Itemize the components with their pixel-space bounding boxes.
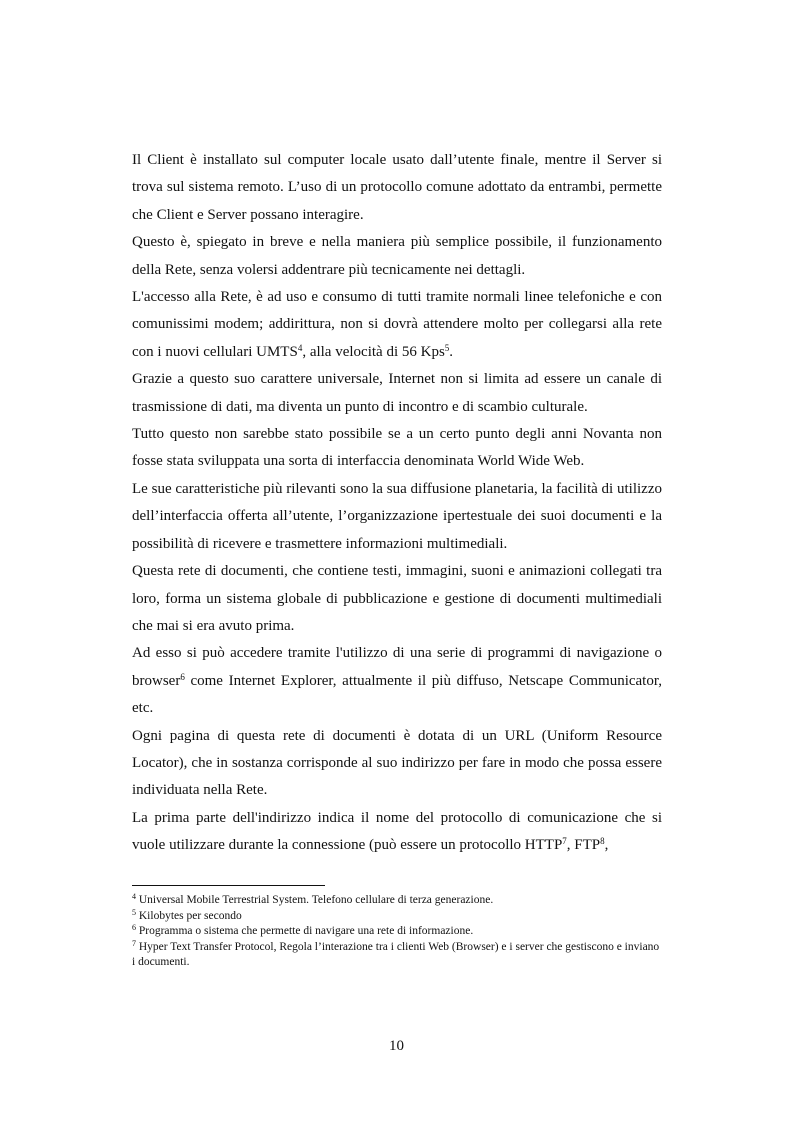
footnote-ref-4: 4 — [297, 342, 303, 353]
footnote-ref-5: 5 — [444, 342, 450, 353]
paragraph-text: Ad esso si può accedere tramite l'utilizzo di una serie di programmi di navigazione o browser — [132, 645, 662, 689]
page-number: 10 — [389, 1038, 404, 1054]
footnote-number: 7 — [132, 938, 136, 948]
paragraph — [132, 476, 662, 558]
paragraph-text: Tutto questo non sarebbe stato possibile se a un certo punto degli anni Novanta non fosse stata sviluppata una sorta di interfaccia denominata World Wide Web. — [132, 426, 662, 470]
paragraph — [132, 558, 662, 640]
paragraph — [132, 284, 662, 366]
footnote — [132, 893, 662, 909]
body-text — [132, 147, 662, 860]
paragraph-text: Le sue caratteristiche più rilevanti sono la sua diffusione planetaria, la facilità di utilizzo dell’interfaccia offerta all’utente, l’organizzazione ipertestuale dei suoi documenti e la possibilità di ricevere e trasmettere informazioni multimediali. — [132, 480, 662, 552]
paragraph-text: , alla velocità di 56 Kps — [302, 343, 445, 360]
paragraph-text: Ogni pagina di questa rete di documenti è dotata di un URL (Uniform Resource Locator), che in sostanza corrisponde al suo indirizzo per fare in modo che possa essere individuata nella Rete. — [132, 727, 662, 799]
footnote-text: Programma o sistema che permette di navigare una rete di informazione. — [136, 925, 474, 937]
paragraph-text: , — [604, 837, 609, 854]
footnote — [132, 924, 662, 940]
paragraph-text: come Internet Explorer, attualmente il più diffuso, Netscape Communicator, etc. — [132, 672, 662, 717]
footnote — [132, 909, 662, 925]
footnote-ref-6: 6 — [180, 671, 185, 682]
paragraph — [132, 640, 662, 722]
paragraph — [132, 421, 662, 476]
paragraph-text: Il Client è installato sul computer locale usato dall’utente finale, mentre il Server si trova sul sistema remoto. L’uso di un protocollo comune adottato da entrambi, permette che Client e Server possano interagire. — [132, 152, 662, 223]
paragraph-text: Questa rete di documenti, che contiene testi, immagini, suoni e animazioni collegati tra loro, forma un sistema globale di pubblicazione e gestione di documenti multimediali che mai si era avuto prima. — [132, 563, 662, 634]
footnote-number: 4 — [132, 892, 136, 901]
paragraph-text: . — [449, 343, 454, 360]
paragraph — [132, 147, 662, 229]
footnote — [132, 940, 662, 971]
paragraph — [132, 805, 662, 860]
footnote-ref-8: 8 — [600, 836, 605, 847]
footnote-number: 5 — [132, 907, 136, 917]
paragraph-text: L'accesso alla Rete, è ad uso e consumo di tutti tramite normali linee telefoniche e con comunissimi modem; addirittura, non si dovrà attendere molto per collegarsi alla rete con i nuovi cellulari UMTS — [132, 289, 662, 360]
paragraph — [132, 723, 662, 805]
paragraph-text: Grazie a questo suo carattere universale, Internet non si limita ad essere un canale di trasmissione di dati, ma diventa un punto di incontro e di scambio culturale. — [132, 371, 662, 415]
footnote-ref-7: 7 — [562, 836, 567, 847]
footnotes — [132, 893, 662, 971]
paragraph-text: , FTP — [566, 837, 601, 854]
paragraph-text: La prima parte dell'indirizzo indica il nome del protocollo di comunicazione che si vuole utilizzare durante la connessione (può essere un protocollo HTTP — [132, 809, 662, 854]
footnote-number: 6 — [132, 923, 136, 932]
footnote-separator — [132, 885, 325, 886]
footnote-text: Universal Mobile Terrestrial System. Telefono cellulare di terza generazione. — [136, 894, 494, 906]
paragraph — [132, 366, 662, 421]
footnote-text: Hyper Text Transfer Protocol, Regola l’interazione tra i clienti Web (Browser) e i server che gestiscono e inviano i documenti. — [132, 940, 660, 968]
footnote-text: Kilobytes per secondo — [136, 909, 242, 922]
paragraph-text: Questo è, spiegato in breve e nella maniera più semplice possibile, il funzionamento della Rete, senza volersi addentrare più tecnicamente nei dettagli. — [132, 234, 662, 278]
paragraph — [132, 229, 662, 284]
